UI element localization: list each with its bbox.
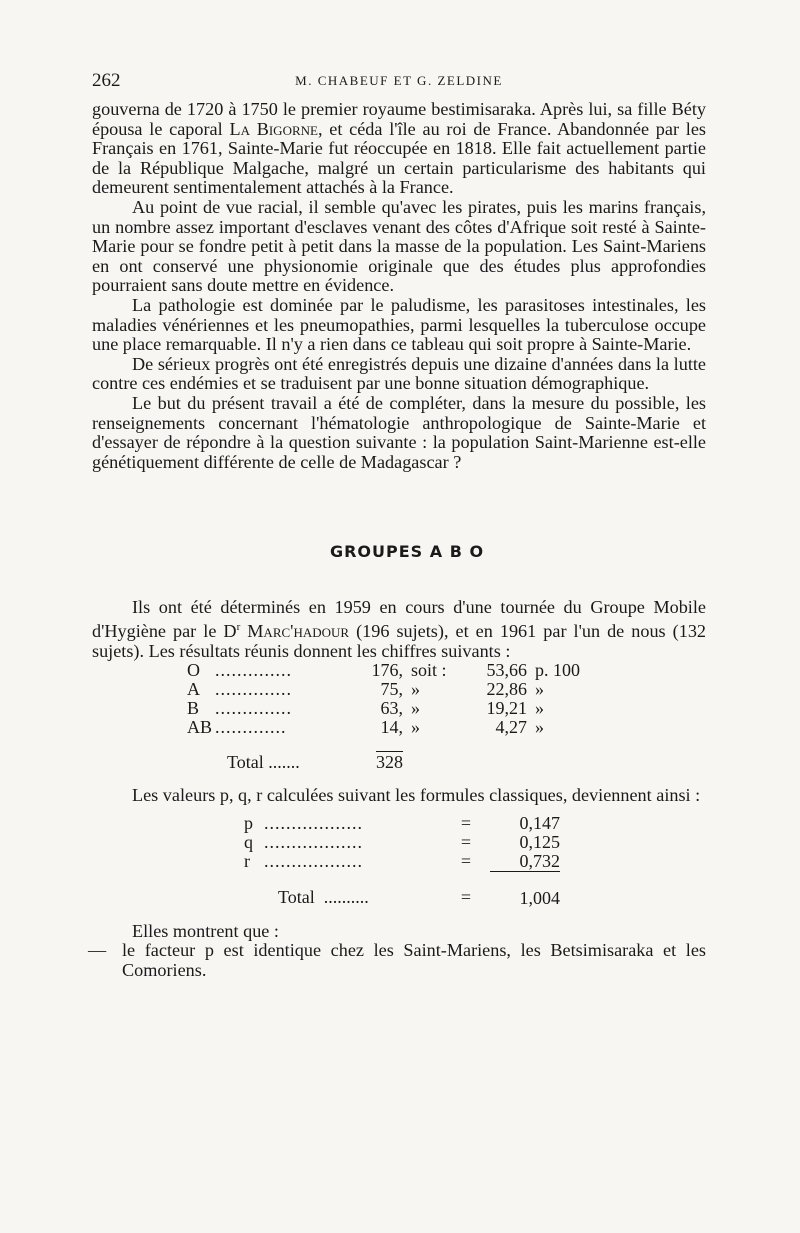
group-label: A: [187, 679, 200, 700]
person-name-marchadour: Marc'hadour: [247, 620, 350, 641]
group-percent: 4,27: [495, 717, 527, 738]
page-body: [88, 99, 707, 981]
total-dots: .......: [268, 752, 300, 773]
leader-dots: ..................: [264, 850, 363, 871]
intro-p1-text-a: gouverna de 1720 à 1750 le premier royaume bestimisaraka. Après lui, sa fille Béty épousa le caporal: [92, 99, 706, 139]
equals-sign: =: [460, 831, 472, 852]
running-title: M. CHABEUF ET G. ZELDINE: [295, 73, 503, 88]
table-row: [244, 852, 560, 872]
conclusion-item-text: le facteur p est identique chez les Saint-Mariens, les Betsimisaraka et les Comoriens.: [122, 940, 706, 980]
intro-paragraph-4: De sérieux progrès ont été enregistrés depuis une dizaine d'années dans la lutte contre ces endémies et se traduisent par une bonne situation démographique.: [92, 353, 706, 394]
intro-p1-text-b: , et céda l'île au roi de France. Abandonnée par les Français en 1761, Sainte-Marie fut réoccupée en 1818. Elle fait actuellement partie de la République Malgache, malgré un certain particularisme des habitants qui demeurent sentimentalement attachés à la France.: [92, 118, 706, 198]
person-name-la-bigorne: La Bigorne: [229, 118, 318, 139]
total-cell: [187, 737, 343, 772]
leader-dots: ..................: [264, 812, 363, 833]
dash-bullet: —: [88, 940, 107, 961]
group-word: »: [411, 717, 420, 738]
page-header: [92, 70, 706, 96]
pqr-total-value: 1,004: [490, 871, 560, 908]
leader-dots: ..................: [264, 831, 363, 852]
section-p1-text-a: Ils ont été déterminés en 1959 en cours d'une tournée du Groupe Mobile d'Hygiène par le D: [92, 597, 706, 641]
group-unit: »: [535, 698, 544, 719]
table-row: [187, 680, 599, 699]
leader-dots: .............: [215, 717, 287, 738]
page-number: 262: [92, 70, 121, 91]
allele-frequency: 0,147: [519, 812, 560, 833]
group-label: AB: [187, 717, 213, 738]
table-row: [187, 699, 599, 718]
group-label: B: [187, 698, 200, 719]
table-total-row: [187, 737, 599, 772]
allele-label: r: [244, 850, 250, 871]
allele-label: p: [244, 812, 253, 833]
table-row: [187, 661, 599, 680]
group-word: »: [411, 679, 420, 700]
group-count: 63,: [380, 698, 403, 719]
allele-label: q: [244, 831, 253, 852]
pqr-total-dots: ..........: [323, 887, 369, 908]
pqr-total-cell: [244, 871, 442, 908]
pqr-total-row: [244, 871, 560, 908]
group-unit: »: [535, 717, 544, 738]
table-row: [244, 814, 560, 833]
table-row: [187, 718, 599, 737]
group-word: soit :: [411, 660, 447, 681]
equals-sign: =: [460, 850, 472, 871]
group-unit: »: [535, 679, 544, 700]
group-count: 75,: [380, 679, 403, 700]
equals-sign: =: [460, 812, 472, 833]
intro-paragraph-1: [92, 100, 706, 198]
group-count: 14,: [380, 717, 403, 738]
leader-dots: ..............: [215, 698, 292, 719]
group-label: O: [187, 660, 200, 681]
total-label: Total: [227, 752, 264, 773]
pqr-values-table: [244, 814, 560, 908]
equals-sign: =: [460, 887, 472, 908]
section-p1-text-b: (196 sujets), et en 1961 par l'un de nous (132 sujets). Les résultats réunis donnent les chiffres suivants :: [92, 620, 707, 661]
pqr-intro-paragraph: Les valeurs p, q, r calculées suivant les formules classiques, deviennent ainsi :: [132, 785, 701, 806]
intro-paragraph-3: La pathologie est dominée par le paludisme, les parasitoses intestinales, les maladies vénériennes et les pneumopathies, parmi lesquelles la tuberculose occupe une place remarquable. Il n'y a rien dans ce tableau qui soit propre à Sainte-Marie.: [92, 294, 706, 355]
intro-paragraph-5: Le but du présent travail a été de compléter, dans la mesure du possible, les renseignements concernant l'hématologie anthropologique de Sainte-Marie et d'essayer de répondre à la question suivante : la population Saint-Marienne est-elle génétiquement différente de celle de Madagascar ?: [92, 392, 706, 472]
group-count: 176,: [371, 660, 403, 681]
allele-frequency: 0,732: [519, 850, 560, 871]
total-value: [343, 737, 407, 772]
intro-paragraph-2: Au point de vue racial, il semble qu'avec les pirates, puis les marins français, un nombre assez important d'esclaves venant des côtes d'Afrique soit resté à Sainte-Marie pour se fondre petit à petit dans la masse de la population. Les Saint-Mariens en ont conservé une physionomie originale que des études plus approfondies pourraient sans doute mettre en évidence.: [92, 196, 706, 296]
conclusion-list-item: [88, 940, 706, 980]
leader-dots: ..............: [215, 660, 292, 681]
group-word: »: [411, 698, 420, 719]
abo-results-table: [187, 661, 599, 772]
total-value-text: 328: [376, 752, 403, 773]
group-percent: 22,86: [486, 679, 527, 700]
leader-dots: ..............: [215, 679, 292, 700]
superscript-r: r: [236, 620, 241, 633]
section-paragraph-1: [92, 598, 706, 661]
group-unit: p. 100: [535, 660, 580, 681]
group-percent: 53,66: [486, 660, 527, 681]
table-row: [244, 833, 560, 852]
section-heading-groupes-abo: GROUPES A B O: [329, 542, 485, 562]
group-percent: 19,21: [486, 698, 527, 719]
allele-frequency: 0,125: [519, 831, 560, 852]
pqr-total-label: Total: [278, 887, 315, 908]
conclusion-lead: Elles montrent que :: [132, 920, 279, 941]
